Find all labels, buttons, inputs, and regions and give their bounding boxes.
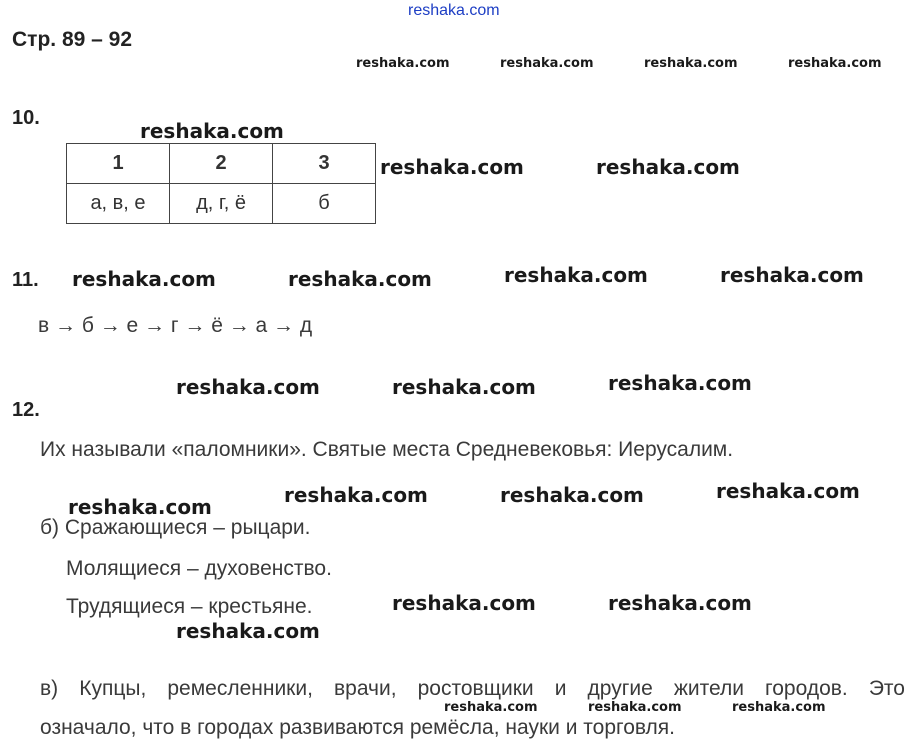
watermark: reshaka.com bbox=[732, 700, 826, 715]
task11-sequence: в → б → е → г → ё → а → д bbox=[38, 314, 313, 337]
word: в) bbox=[40, 677, 59, 700]
word: ремесленники, bbox=[167, 677, 313, 700]
watermark: reshaka.com bbox=[380, 155, 524, 179]
watermark: reshaka.com bbox=[596, 155, 740, 179]
watermark: reshaka.com bbox=[176, 375, 320, 399]
watermark: reshaka.com bbox=[588, 700, 682, 715]
watermark: reshaka.com bbox=[68, 495, 212, 519]
watermark: reshaka.com bbox=[288, 267, 432, 291]
task12-line-c1 bbox=[40, 677, 905, 701]
watermark: reshaka.com bbox=[504, 263, 648, 287]
table-header-cell: 3 bbox=[273, 144, 376, 184]
watermark: reshaka.com bbox=[176, 619, 320, 643]
word: ростовщики bbox=[417, 677, 534, 700]
watermark: reshaka.com bbox=[716, 479, 860, 503]
table-header-cell: 2 bbox=[170, 144, 273, 184]
task12-line-c2: означало, что в городах развиваются ремёсла, науки и торговля. bbox=[40, 716, 676, 739]
word: Купцы, bbox=[79, 677, 147, 700]
watermark: reshaka.com bbox=[140, 119, 284, 143]
task12-line-a: Их называли «паломники». Святые места Средневековья: Иерусалим. bbox=[40, 438, 734, 461]
word: городов. bbox=[765, 677, 848, 700]
watermark: reshaka.com bbox=[608, 591, 752, 615]
table-cell: б bbox=[273, 184, 376, 224]
task12-line-b3: Трудящиеся – крестьяне. bbox=[66, 595, 313, 618]
watermark: reshaka.com bbox=[392, 375, 536, 399]
word: врачи, bbox=[334, 677, 397, 700]
watermark: reshaka.com bbox=[444, 700, 538, 715]
watermark: reshaka.com bbox=[392, 591, 536, 615]
table-header-cell: 1 bbox=[67, 144, 170, 184]
task10-number: 10. bbox=[12, 107, 40, 129]
watermark: reshaka.com bbox=[788, 56, 882, 71]
task11-number: 11. bbox=[12, 269, 39, 291]
word: Это bbox=[868, 677, 905, 700]
task12-line-b2: Молящиеся – духовенство. bbox=[66, 557, 332, 580]
page-header: Стр. 89 – 92 bbox=[12, 28, 133, 51]
top-watermark: reshaka.com bbox=[408, 2, 500, 19]
task12-number: 12. bbox=[12, 399, 40, 421]
word: другие bbox=[587, 677, 653, 700]
table-cell: а, в, е bbox=[67, 184, 170, 224]
watermark: reshaka.com bbox=[720, 263, 864, 287]
watermark: reshaka.com bbox=[72, 267, 216, 291]
watermark: reshaka.com bbox=[500, 483, 644, 507]
word: и bbox=[554, 677, 567, 700]
word: жители bbox=[673, 677, 744, 700]
table-cell: д, г, ё bbox=[170, 184, 273, 224]
watermark: reshaka.com bbox=[356, 56, 450, 71]
watermark: reshaka.com bbox=[284, 483, 428, 507]
watermark: reshaka.com bbox=[500, 56, 594, 71]
watermark: reshaka.com bbox=[644, 56, 738, 71]
answer-table bbox=[66, 143, 376, 224]
task12-line-b1: б) Сражающиеся – рыцари. bbox=[40, 516, 311, 539]
watermark: reshaka.com bbox=[608, 371, 752, 395]
